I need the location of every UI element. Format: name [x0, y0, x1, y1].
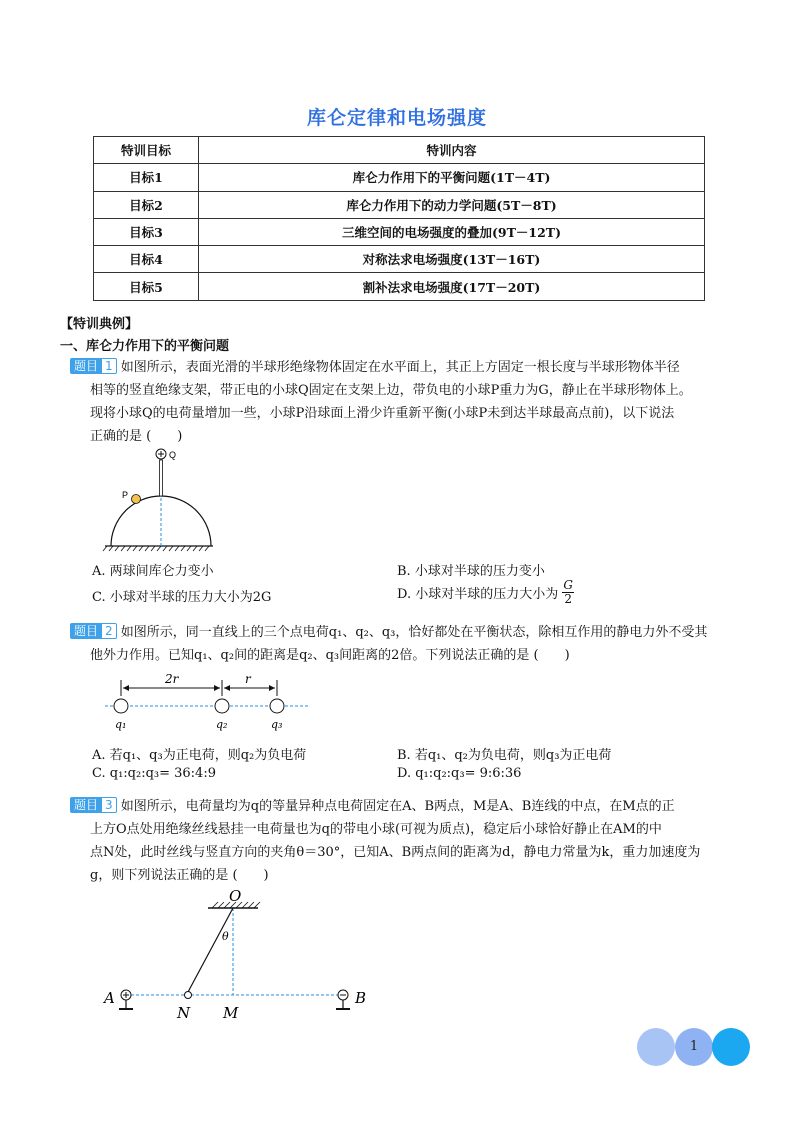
page-decoration-circle [637, 1028, 675, 1066]
table-cell: 对称法求电场强度(13T－16T) [199, 246, 705, 273]
question-2-line-2: 他外力作用。已知q₁、q₂间的距离是q₂、q₃间距离的2倍。下列说法正确的是 ( ) [90, 648, 570, 663]
table-cell: 目标4 [94, 246, 199, 273]
table-cell: 目标5 [94, 273, 199, 300]
question-3-line-2: 上方O点处用绝缘丝线悬挂一电荷量也为q的带电小球(可视为质点)，稳定后小球恰好静止在AM的中 [90, 822, 662, 837]
page-number: 1 [689, 1039, 699, 1054]
option-b[interactable]: B. 若q₁、q₂为负电荷，则q₃为正电荷 [397, 748, 612, 763]
question-3-line-4: g，则下列说法正确的是 ( ) [90, 868, 269, 883]
table-cell: 目标1 [94, 164, 199, 191]
point-m-label: M [223, 1004, 239, 1022]
table-header-row [94, 137, 705, 164]
point-o-label: O [229, 887, 242, 905]
goals-table [93, 136, 705, 301]
distance-2r-label: 2r [165, 672, 179, 686]
table-header-cell: 特训目标 [94, 137, 199, 164]
charges-line-figure [95, 670, 315, 732]
option-c[interactable]: C. 小球对半球的压力大小为2G [92, 590, 272, 605]
question-badge: 题目 1 [70, 358, 117, 374]
table-cell: 目标3 [94, 218, 199, 245]
point-a-label: A [104, 989, 115, 1007]
question-2-line-1: 题目 2 如图所示，同一直线上的三个点电荷q₁、q₂、q₃，恰好都处在平衡状态，除相互作用的静电力外不受其 [70, 622, 707, 645]
option-a[interactable]: A. 若q₁、q₃为正电荷，则q₂为负电荷 [92, 748, 307, 763]
subsection-title: 一、库仑力作用下的平衡问题 [60, 339, 230, 354]
distance-r-label: r [245, 672, 251, 686]
charge-q3-label: q₃ [271, 718, 283, 731]
option-d[interactable]: D. 小球对半球的压力大小为 $\frac{G}{2}$ [397, 578, 573, 606]
pendulum-figure [98, 884, 388, 1024]
option-b[interactable]: B. 小球对半球的压力变小 [397, 564, 545, 579]
option-d[interactable]: D. q₁:q₂:q₃= 9:6:36 [397, 766, 522, 781]
question-1-line-3: 现将小球Q的电荷量增加一些，小球P沿球面上滑少许重新平衡(小球P未到达半球最高点前)，以下说法 [90, 406, 675, 421]
table-row [94, 164, 705, 191]
table-header-cell: 特训内容 [199, 137, 705, 164]
label-p: P [122, 490, 129, 500]
question-badge: 题目 3 [70, 797, 117, 813]
question-3-line-1: 题目 3 如图所示，电荷量均为q的等量异种点电荷固定在A、B两点，M是A、B连线的中点，在M点的正 [70, 796, 675, 819]
fraction: $\frac{G}{2}$ [563, 578, 573, 606]
page-title: 库仑定律和电场强度 [306, 107, 487, 129]
table-row [94, 218, 705, 245]
question-1-line-1: 题目 1 如图所示，表面光滑的半球形绝缘物体固定在水平面上，其正上方固定一根长度与半球形物体半径 [70, 357, 680, 380]
section-header: 【特训典例】 [60, 317, 139, 332]
angle-theta-label: θ [222, 930, 229, 943]
question-1-line-4: 正确的是 ( ) [90, 429, 183, 444]
option-a[interactable]: A. 两球间库仑力变小 [92, 564, 214, 579]
hemisphere-figure [95, 440, 225, 555]
point-n-label: N [177, 1004, 191, 1022]
question-badge: 题目 2 [70, 623, 117, 639]
point-b-label: B [355, 989, 367, 1007]
table-cell: 目标2 [94, 191, 199, 218]
table-cell: 库仑力作用下的动力学问题(5T－8T) [199, 191, 705, 218]
table-row [94, 191, 705, 218]
table-row [94, 246, 705, 273]
question-1-line-2: 相等的竖直绝缘支架，带正电的小球Q固定在支架上边，带负电的小球P重力为G，静止在半球形物体上。 [90, 383, 692, 398]
table-row [94, 273, 705, 300]
table-cell: 三维空间的电场强度的叠加(9T－12T) [199, 218, 705, 245]
question-3-line-3: 点N处，此时丝线与竖直方向的夹角θ＝30°，已知A、B两点间的距离为d，静电力常量为k，重力加速度为 [90, 845, 701, 860]
table-cell: 库仑力作用下的平衡问题(1T－4T) [199, 164, 705, 191]
page-decoration-circle [712, 1028, 750, 1066]
charge-q1-label: q₁ [115, 718, 127, 731]
label-q: Q [169, 450, 177, 460]
table-cell: 割补法求电场强度(17T－20T) [199, 273, 705, 300]
option-c[interactable]: C. q₁:q₂:q₃= 36:4:9 [92, 766, 216, 781]
charge-q2-label: q₂ [216, 718, 228, 731]
